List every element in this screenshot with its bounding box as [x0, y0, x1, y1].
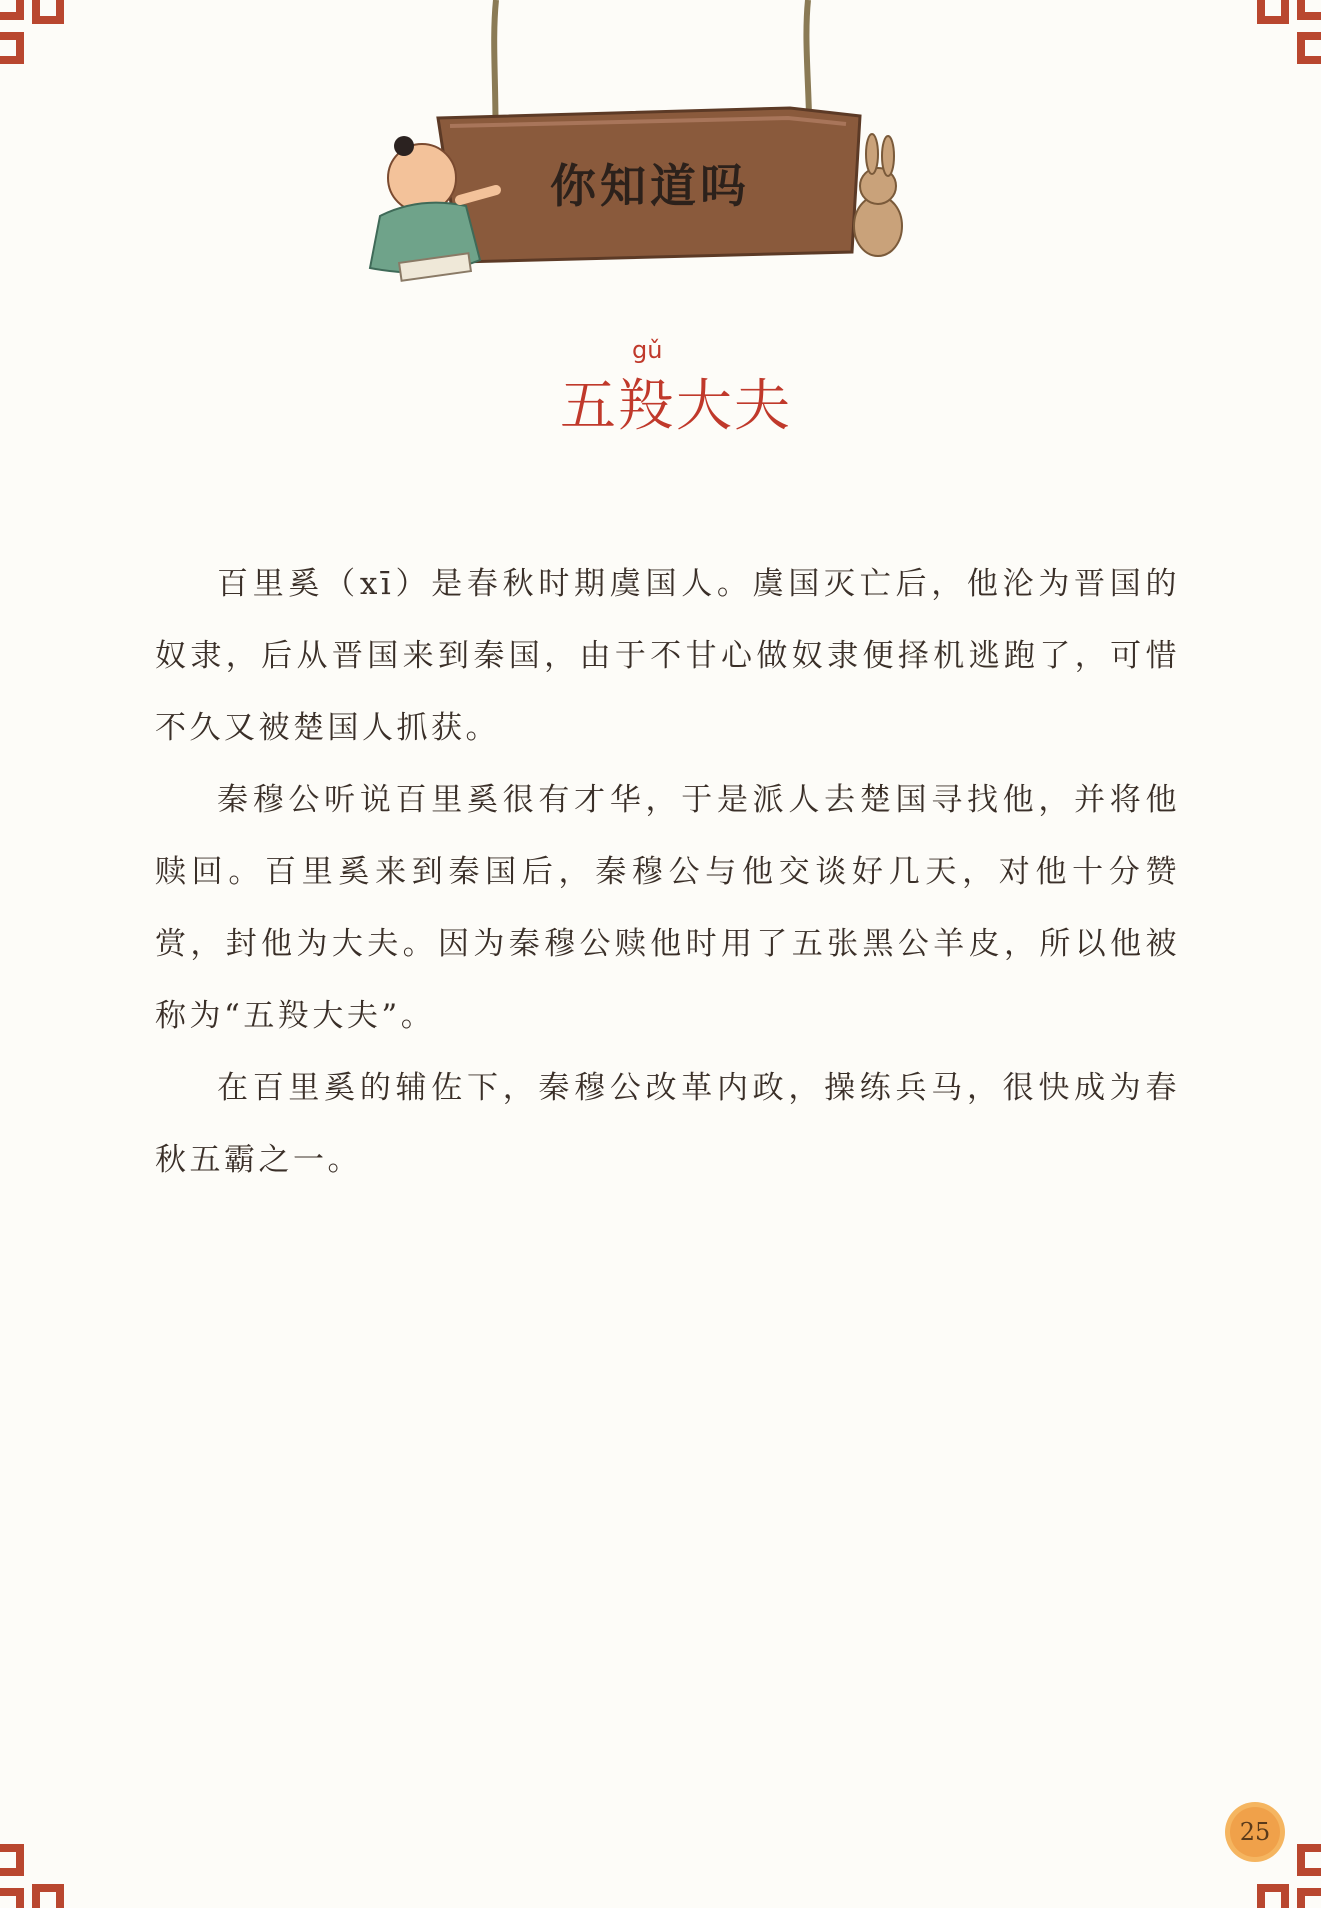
page-number-badge: [1220, 1797, 1290, 1867]
paragraph: 百里奚（xī）是春秋时期虞国人。虞国灭亡后，他沦为晋国的奴隶，后从晋国来到秦国，由于不甘心做奴隶便择机逃跑了，可惜不久又被楚国人抓获。: [155, 566, 1180, 746]
page-title: 五羖大夫: [560, 374, 792, 439]
banner-title: 你知道吗: [550, 159, 750, 213]
page-number: 25: [1239, 1818, 1271, 1846]
header-illustration: [340, 0, 920, 300]
paragraph: 秦穆公听说百里奚很有才华，于是派人去楚国寻找他，并将他赎回。百里奚来到秦国后，秦穆公与他交谈好几天，对他十分赞赏，封他为大夫。因为秦穆公赎他时用了五张黑公羊皮，所以他被称为“五羖大夫”。: [155, 782, 1180, 1034]
corner-ornament-top-left: [0, 0, 80, 80]
corner-ornament-bottom-left: [0, 1828, 80, 1908]
paragraph: 在百里奚的辅佐下，秦穆公改革内政，操练兵马，很快成为春秋五霸之一。: [155, 1070, 1180, 1178]
corner-ornament-top-right: [1241, 0, 1321, 80]
title-pinyin: gǔ: [632, 336, 663, 364]
article-body: [155, 548, 1180, 1196]
